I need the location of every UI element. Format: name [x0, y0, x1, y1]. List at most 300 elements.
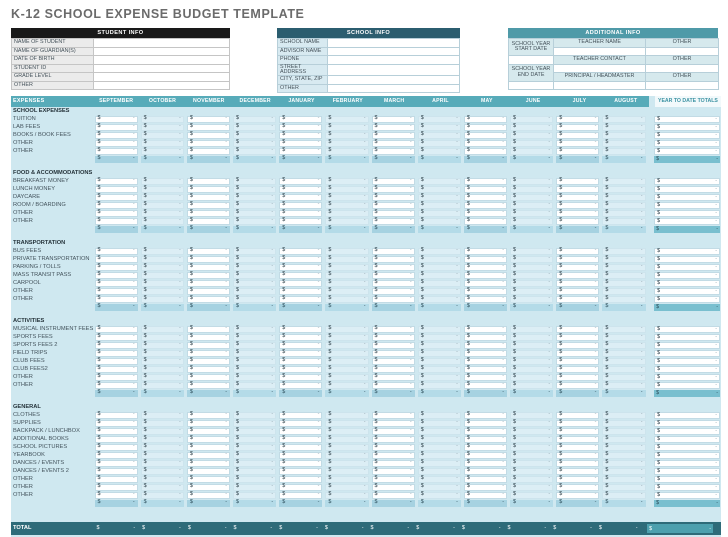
amount-cell[interactable]: [418, 492, 461, 499]
amount-cell[interactable]: [279, 428, 322, 435]
amount-cell[interactable]: [141, 382, 184, 389]
ytd-subtotal-cell[interactable]: [654, 156, 720, 163]
amount-cell[interactable]: [602, 194, 645, 201]
subtotal-cell[interactable]: [556, 226, 599, 233]
amount-cell[interactable]: [233, 256, 276, 263]
amount-cell[interactable]: [372, 444, 415, 451]
amount-cell[interactable]: [187, 140, 230, 147]
amount-cell[interactable]: [556, 202, 599, 209]
amount-cell[interactable]: [556, 178, 599, 185]
amount-cell[interactable]: [233, 412, 276, 419]
amount-cell[interactable]: [372, 178, 415, 185]
amount-cell[interactable]: [187, 428, 230, 435]
amount-cell[interactable]: [141, 334, 184, 341]
amount-cell[interactable]: [464, 366, 507, 373]
amount-cell[interactable]: [141, 452, 184, 459]
amount-cell[interactable]: [187, 382, 230, 389]
amount-cell[interactable]: [233, 334, 276, 341]
ytd-cell[interactable]: [654, 256, 720, 263]
ytd-cell[interactable]: [654, 288, 720, 295]
subtotal-cell[interactable]: [556, 500, 599, 507]
ytd-cell[interactable]: [654, 296, 720, 303]
subtotal-cell[interactable]: [372, 226, 415, 233]
subtotal-cell[interactable]: [464, 390, 507, 397]
amount-cell[interactable]: [233, 132, 276, 139]
amount-cell[interactable]: [556, 132, 599, 139]
subtotal-cell[interactable]: [95, 226, 138, 233]
school-field-value[interactable]: [328, 47, 460, 56]
amount-cell[interactable]: [372, 342, 415, 349]
amount-cell[interactable]: [372, 420, 415, 427]
amount-cell[interactable]: [95, 202, 138, 209]
amount-cell[interactable]: [325, 374, 368, 381]
amount-cell[interactable]: [95, 264, 138, 271]
amount-cell[interactable]: [510, 342, 553, 349]
amount-cell[interactable]: [464, 116, 507, 123]
subtotal-cell[interactable]: [95, 156, 138, 163]
amount-cell[interactable]: [233, 366, 276, 373]
amount-cell[interactable]: [95, 484, 138, 491]
amount-cell[interactable]: [187, 148, 230, 155]
amount-cell[interactable]: [418, 326, 461, 333]
amount-cell[interactable]: [556, 256, 599, 263]
amount-cell[interactable]: [279, 296, 322, 303]
amount-cell[interactable]: [602, 366, 645, 373]
ytd-subtotal-cell[interactable]: [654, 390, 720, 397]
amount-cell[interactable]: [372, 288, 415, 295]
amount-cell[interactable]: [325, 264, 368, 271]
subtotal-cell[interactable]: [510, 390, 553, 397]
amount-cell[interactable]: [141, 186, 184, 193]
amount-cell[interactable]: [141, 140, 184, 147]
ytd-cell[interactable]: [654, 468, 720, 475]
amount-cell[interactable]: [325, 468, 368, 475]
amount-cell[interactable]: [279, 374, 322, 381]
amount-cell[interactable]: [418, 148, 461, 155]
subtotal-cell[interactable]: [372, 500, 415, 507]
amount-cell[interactable]: [187, 436, 230, 443]
amount-cell[interactable]: [187, 132, 230, 139]
amount-cell[interactable]: [141, 148, 184, 155]
teacher-contact-value[interactable]: [554, 64, 646, 73]
amount-cell[interactable]: [233, 296, 276, 303]
amount-cell[interactable]: [187, 484, 230, 491]
amount-cell[interactable]: [510, 468, 553, 475]
amount-cell[interactable]: [510, 366, 553, 373]
ytd-cell[interactable]: [654, 382, 720, 389]
subtotal-cell[interactable]: [233, 226, 276, 233]
total-cell[interactable]: [460, 523, 503, 535]
teacher-name-value[interactable]: [554, 47, 646, 56]
amount-cell[interactable]: [141, 492, 184, 499]
amount-cell[interactable]: [95, 342, 138, 349]
ytd-cell[interactable]: [654, 178, 720, 185]
amount-cell[interactable]: [556, 280, 599, 287]
amount-cell[interactable]: [510, 452, 553, 459]
amount-cell[interactable]: [464, 428, 507, 435]
amount-cell[interactable]: [602, 460, 645, 467]
amount-cell[interactable]: [464, 264, 507, 271]
amount-cell[interactable]: [187, 280, 230, 287]
amount-cell[interactable]: [95, 296, 138, 303]
amount-cell[interactable]: [556, 366, 599, 373]
amount-cell[interactable]: [372, 272, 415, 279]
subtotal-cell[interactable]: [602, 500, 645, 507]
student-field-value[interactable]: [94, 64, 230, 73]
subtotal-cell[interactable]: [233, 304, 276, 311]
amount-cell[interactable]: [556, 296, 599, 303]
ytd-cell[interactable]: [654, 484, 720, 491]
amount-cell[interactable]: [418, 280, 461, 287]
principal-value[interactable]: [554, 81, 646, 90]
amount-cell[interactable]: [95, 436, 138, 443]
amount-cell[interactable]: [279, 256, 322, 263]
ytd-cell[interactable]: [654, 342, 720, 349]
amount-cell[interactable]: [325, 140, 368, 147]
amount-cell[interactable]: [464, 124, 507, 131]
amount-cell[interactable]: [556, 492, 599, 499]
amount-cell[interactable]: [464, 382, 507, 389]
amount-cell[interactable]: [141, 420, 184, 427]
amount-cell[interactable]: [464, 350, 507, 357]
amount-cell[interactable]: [418, 428, 461, 435]
total-cell[interactable]: [369, 523, 412, 535]
ytd-cell[interactable]: [654, 358, 720, 365]
amount-cell[interactable]: [279, 436, 322, 443]
amount-cell[interactable]: [233, 124, 276, 131]
amount-cell[interactable]: [279, 460, 322, 467]
amount-cell[interactable]: [279, 342, 322, 349]
amount-cell[interactable]: [141, 436, 184, 443]
amount-cell[interactable]: [372, 132, 415, 139]
amount-cell[interactable]: [325, 484, 368, 491]
amount-cell[interactable]: [556, 350, 599, 357]
ytd-cell[interactable]: [654, 436, 720, 443]
amount-cell[interactable]: [372, 124, 415, 131]
amount-cell[interactable]: [233, 186, 276, 193]
amount-cell[interactable]: [95, 132, 138, 139]
subtotal-cell[interactable]: [141, 156, 184, 163]
amount-cell[interactable]: [372, 280, 415, 287]
amount-cell[interactable]: [95, 186, 138, 193]
amount-cell[interactable]: [602, 256, 645, 263]
subtotal-cell[interactable]: [510, 156, 553, 163]
amount-cell[interactable]: [464, 476, 507, 483]
amount-cell[interactable]: [510, 444, 553, 451]
amount-cell[interactable]: [95, 444, 138, 451]
amount-cell[interactable]: [418, 210, 461, 217]
amount-cell[interactable]: [325, 202, 368, 209]
amount-cell[interactable]: [233, 468, 276, 475]
subtotal-cell[interactable]: [418, 304, 461, 311]
subtotal-cell[interactable]: [556, 156, 599, 163]
subtotal-cell[interactable]: [279, 226, 322, 233]
amount-cell[interactable]: [141, 272, 184, 279]
amount-cell[interactable]: [418, 342, 461, 349]
subtotal-cell[interactable]: [602, 390, 645, 397]
amount-cell[interactable]: [464, 296, 507, 303]
amount-cell[interactable]: [95, 326, 138, 333]
amount-cell[interactable]: [187, 342, 230, 349]
amount-cell[interactable]: [95, 452, 138, 459]
ytd-subtotal-cell[interactable]: [654, 500, 720, 507]
amount-cell[interactable]: [279, 350, 322, 357]
amount-cell[interactable]: [602, 124, 645, 131]
amount-cell[interactable]: [95, 366, 138, 373]
amount-cell[interactable]: [556, 342, 599, 349]
subtotal-cell[interactable]: [187, 304, 230, 311]
amount-cell[interactable]: [418, 484, 461, 491]
amount-cell[interactable]: [187, 288, 230, 295]
student-field-value[interactable]: [94, 47, 230, 56]
amount-cell[interactable]: [510, 186, 553, 193]
amount-cell[interactable]: [464, 218, 507, 225]
ytd-cell[interactable]: [654, 132, 720, 139]
subtotal-cell[interactable]: [233, 500, 276, 507]
school-field-value[interactable]: [328, 64, 460, 76]
amount-cell[interactable]: [372, 436, 415, 443]
amount-cell[interactable]: [187, 350, 230, 357]
ytd-cell[interactable]: [654, 428, 720, 435]
amount-cell[interactable]: [325, 428, 368, 435]
amount-cell[interactable]: [233, 452, 276, 459]
amount-cell[interactable]: [602, 326, 645, 333]
amount-cell[interactable]: [464, 492, 507, 499]
amount-cell[interactable]: [418, 382, 461, 389]
student-field-value[interactable]: [94, 73, 230, 82]
amount-cell[interactable]: [141, 342, 184, 349]
ytd-cell[interactable]: [654, 412, 720, 419]
subtotal-cell[interactable]: [325, 390, 368, 397]
ytd-cell[interactable]: [654, 202, 720, 209]
amount-cell[interactable]: [325, 444, 368, 451]
amount-cell[interactable]: [325, 288, 368, 295]
amount-cell[interactable]: [556, 484, 599, 491]
amount-cell[interactable]: [556, 444, 599, 451]
amount-cell[interactable]: [602, 468, 645, 475]
amount-cell[interactable]: [187, 476, 230, 483]
amount-cell[interactable]: [556, 148, 599, 155]
subtotal-cell[interactable]: [325, 500, 368, 507]
amount-cell[interactable]: [279, 186, 322, 193]
amount-cell[interactable]: [187, 272, 230, 279]
amount-cell[interactable]: [556, 476, 599, 483]
amount-cell[interactable]: [279, 484, 322, 491]
amount-cell[interactable]: [418, 358, 461, 365]
amount-cell[interactable]: [141, 484, 184, 491]
amount-cell[interactable]: [372, 350, 415, 357]
subtotal-cell[interactable]: [372, 156, 415, 163]
amount-cell[interactable]: [418, 178, 461, 185]
amount-cell[interactable]: [95, 428, 138, 435]
amount-cell[interactable]: [141, 326, 184, 333]
amount-cell[interactable]: [233, 436, 276, 443]
amount-cell[interactable]: [141, 264, 184, 271]
ytd-subtotal-cell[interactable]: [654, 304, 720, 311]
amount-cell[interactable]: [95, 468, 138, 475]
amount-cell[interactable]: [510, 124, 553, 131]
amount-cell[interactable]: [141, 210, 184, 217]
amount-cell[interactable]: [233, 280, 276, 287]
amount-cell[interactable]: [418, 476, 461, 483]
amount-cell[interactable]: [372, 334, 415, 341]
amount-cell[interactable]: [95, 476, 138, 483]
subtotal-cell[interactable]: [602, 304, 645, 311]
school-field-value[interactable]: [328, 84, 460, 93]
amount-cell[interactable]: [187, 334, 230, 341]
amount-cell[interactable]: [233, 420, 276, 427]
amount-cell[interactable]: [279, 264, 322, 271]
amount-cell[interactable]: [556, 358, 599, 365]
ytd-cell[interactable]: [654, 420, 720, 427]
amount-cell[interactable]: [141, 124, 184, 131]
amount-cell[interactable]: [464, 452, 507, 459]
amount-cell[interactable]: [233, 264, 276, 271]
amount-cell[interactable]: [187, 194, 230, 201]
amount-cell[interactable]: [418, 256, 461, 263]
amount-cell[interactable]: [95, 382, 138, 389]
amount-cell[interactable]: [602, 334, 645, 341]
amount-cell[interactable]: [187, 492, 230, 499]
amount-cell[interactable]: [279, 412, 322, 419]
amount-cell[interactable]: [233, 374, 276, 381]
amount-cell[interactable]: [464, 280, 507, 287]
amount-cell[interactable]: [602, 218, 645, 225]
amount-cell[interactable]: [141, 366, 184, 373]
other-value[interactable]: [646, 64, 719, 73]
amount-cell[interactable]: [372, 186, 415, 193]
amount-cell[interactable]: [556, 460, 599, 467]
amount-cell[interactable]: [95, 374, 138, 381]
amount-cell[interactable]: [556, 374, 599, 381]
amount-cell[interactable]: [95, 350, 138, 357]
amount-cell[interactable]: [325, 492, 368, 499]
amount-cell[interactable]: [95, 218, 138, 225]
amount-cell[interactable]: [95, 280, 138, 287]
amount-cell[interactable]: [325, 460, 368, 467]
amount-cell[interactable]: [325, 194, 368, 201]
amount-cell[interactable]: [325, 148, 368, 155]
amount-cell[interactable]: [510, 140, 553, 147]
amount-cell[interactable]: [556, 218, 599, 225]
amount-cell[interactable]: [233, 248, 276, 255]
amount-cell[interactable]: [464, 210, 507, 217]
total-cell[interactable]: [140, 523, 183, 535]
amount-cell[interactable]: [464, 248, 507, 255]
amount-cell[interactable]: [372, 210, 415, 217]
amount-cell[interactable]: [418, 296, 461, 303]
other-value[interactable]: [646, 81, 719, 90]
amount-cell[interactable]: [95, 124, 138, 131]
amount-cell[interactable]: [556, 210, 599, 217]
amount-cell[interactable]: [325, 436, 368, 443]
ytd-cell[interactable]: [654, 218, 720, 225]
amount-cell[interactable]: [418, 194, 461, 201]
amount-cell[interactable]: [187, 264, 230, 271]
amount-cell[interactable]: [141, 194, 184, 201]
amount-cell[interactable]: [141, 116, 184, 123]
amount-cell[interactable]: [464, 272, 507, 279]
amount-cell[interactable]: [95, 116, 138, 123]
subtotal-cell[interactable]: [556, 390, 599, 397]
amount-cell[interactable]: [510, 460, 553, 467]
amount-cell[interactable]: [510, 280, 553, 287]
ytd-cell[interactable]: [654, 248, 720, 255]
subtotal-cell[interactable]: [279, 156, 322, 163]
amount-cell[interactable]: [372, 148, 415, 155]
amount-cell[interactable]: [602, 148, 645, 155]
amount-cell[interactable]: [141, 468, 184, 475]
amount-cell[interactable]: [233, 476, 276, 483]
amount-cell[interactable]: [372, 140, 415, 147]
ytd-cell[interactable]: [654, 444, 720, 451]
amount-cell[interactable]: [418, 288, 461, 295]
amount-cell[interactable]: [95, 148, 138, 155]
amount-cell[interactable]: [602, 296, 645, 303]
amount-cell[interactable]: [418, 124, 461, 131]
ytd-cell[interactable]: [654, 366, 720, 373]
amount-cell[interactable]: [95, 178, 138, 185]
amount-cell[interactable]: [95, 194, 138, 201]
amount-cell[interactable]: [187, 374, 230, 381]
ytd-cell[interactable]: [654, 186, 720, 193]
ytd-cell[interactable]: [654, 460, 720, 467]
amount-cell[interactable]: [510, 428, 553, 435]
subtotal-cell[interactable]: [510, 304, 553, 311]
amount-cell[interactable]: [141, 288, 184, 295]
amount-cell[interactable]: [279, 334, 322, 341]
ytd-cell[interactable]: [654, 194, 720, 201]
amount-cell[interactable]: [233, 326, 276, 333]
amount-cell[interactable]: [510, 218, 553, 225]
amount-cell[interactable]: [279, 288, 322, 295]
amount-cell[interactable]: [464, 256, 507, 263]
amount-cell[interactable]: [372, 452, 415, 459]
amount-cell[interactable]: [464, 148, 507, 155]
amount-cell[interactable]: [95, 210, 138, 217]
ytd-cell[interactable]: [654, 280, 720, 287]
amount-cell[interactable]: [556, 194, 599, 201]
subtotal-cell[interactable]: [187, 390, 230, 397]
amount-cell[interactable]: [464, 334, 507, 341]
amount-cell[interactable]: [556, 420, 599, 427]
amount-cell[interactable]: [141, 248, 184, 255]
ytd-cell[interactable]: [654, 476, 720, 483]
subtotal-cell[interactable]: [187, 226, 230, 233]
amount-cell[interactable]: [602, 412, 645, 419]
amount-cell[interactable]: [602, 178, 645, 185]
amount-cell[interactable]: [233, 444, 276, 451]
amount-cell[interactable]: [233, 272, 276, 279]
amount-cell[interactable]: [464, 420, 507, 427]
amount-cell[interactable]: [510, 256, 553, 263]
amount-cell[interactable]: [372, 358, 415, 365]
amount-cell[interactable]: [233, 202, 276, 209]
other-value[interactable]: [646, 47, 719, 56]
amount-cell[interactable]: [141, 202, 184, 209]
amount-cell[interactable]: [279, 326, 322, 333]
amount-cell[interactable]: [279, 140, 322, 147]
amount-cell[interactable]: [556, 140, 599, 147]
amount-cell[interactable]: [418, 452, 461, 459]
total-cell[interactable]: [232, 523, 275, 535]
school-year-end-value[interactable]: [509, 81, 554, 90]
amount-cell[interactable]: [372, 366, 415, 373]
amount-cell[interactable]: [279, 178, 322, 185]
amount-cell[interactable]: [418, 272, 461, 279]
amount-cell[interactable]: [279, 382, 322, 389]
amount-cell[interactable]: [510, 436, 553, 443]
